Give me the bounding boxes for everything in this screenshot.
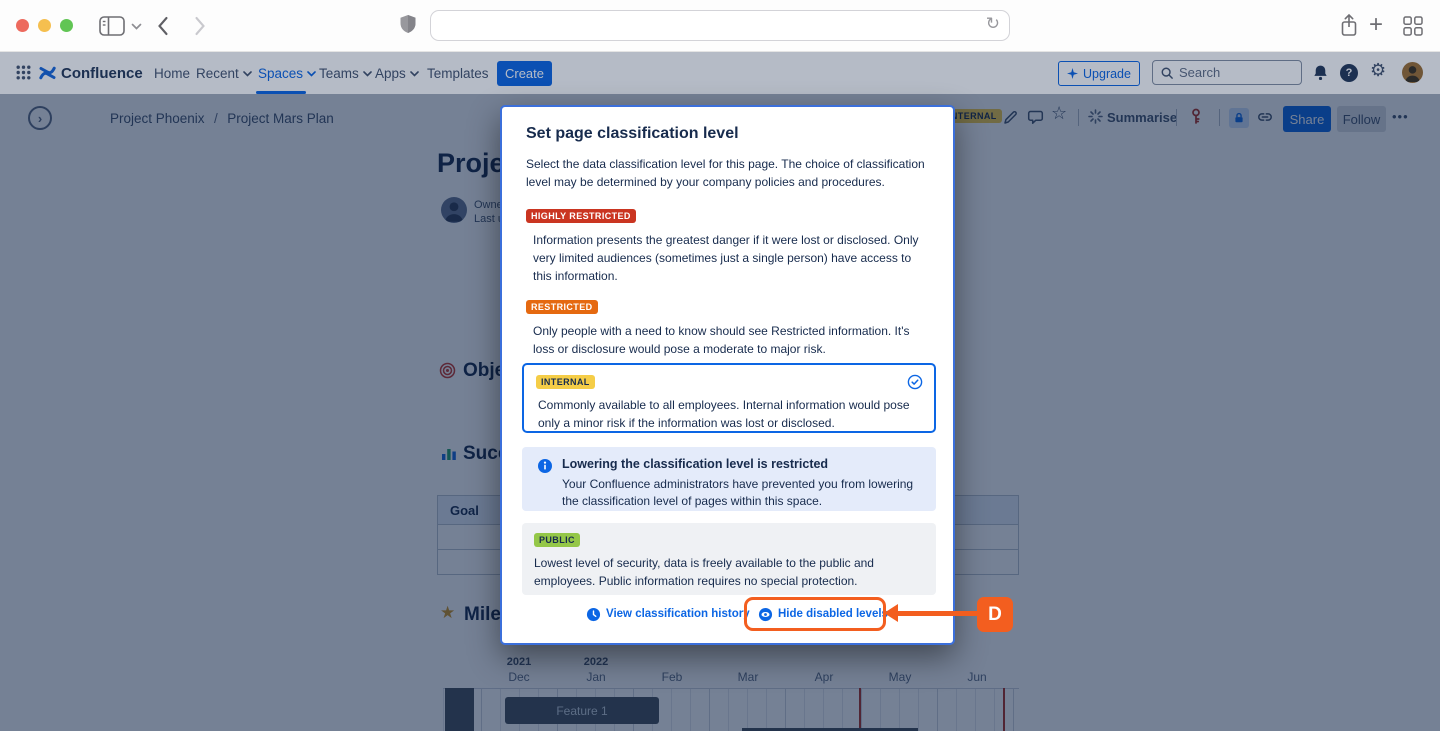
info-icon (537, 458, 553, 474)
url-bar[interactable] (430, 10, 1010, 41)
modal-overlay-nav (0, 52, 1440, 94)
confluence-wordmark[interactable]: Confluence (61, 65, 143, 82)
new-tab-button[interactable]: + (1369, 11, 1384, 38)
hide-disabled-levels-button[interactable]: Hide disabled levels (778, 608, 888, 620)
back-button[interactable] (157, 16, 169, 36)
annotation-arrow-head (884, 604, 898, 622)
level-badge-highly-restricted[interactable]: HIGHLY RESTRICTED (526, 209, 636, 223)
forward-button[interactable] (194, 16, 206, 36)
tab-overview-button[interactable] (1403, 16, 1423, 36)
upgrade-button[interactable]: Upgrade (1058, 61, 1140, 86)
sidebar-toggle-icon[interactable] (99, 16, 125, 36)
level-description: Only people with a need to know should see Restricted information. It's loss or disclosure would pose a moderate to major risk. (533, 324, 910, 356)
nav-item-apps[interactable]: Apps (375, 66, 419, 81)
info-panel-title: Lowering the classification level is restricted (562, 457, 829, 471)
create-button[interactable]: Create (497, 61, 552, 86)
check-circle-icon (907, 374, 923, 390)
classification-modal (500, 105, 955, 645)
annotation-arrow-line (897, 611, 977, 616)
level-badge-public: PUBLIC (534, 533, 580, 547)
modal-description: Select the data classification level for this page. The choice of classification level may be determined by your company policies and procedures. (526, 157, 925, 189)
nav-item-home[interactable]: Home (154, 66, 191, 81)
traffic-light-close[interactable] (16, 19, 29, 32)
nav-item-templates[interactable]: Templates (427, 66, 489, 81)
help-icon[interactable]: ? (1340, 64, 1358, 82)
url-input[interactable] (443, 15, 963, 36)
browser-chrome (0, 0, 1440, 52)
annotation-highlight-box (744, 597, 886, 631)
level-description: Information presents the greatest danger if it were lost or disclosed. Only very limited audiences (sometimes just a single person) have access to this information. (533, 233, 919, 283)
traffic-light-zoom[interactable] (60, 19, 73, 32)
nav-item-recent[interactable]: Recent (196, 66, 252, 81)
reload-icon[interactable]: ↻ (985, 14, 1000, 33)
level-description: Lowest level of security, data is freely available to the public and employees. Public information requires no special protection. (534, 556, 874, 588)
annotation-label: D (977, 597, 1013, 632)
traffic-light-minimize[interactable] (38, 19, 51, 32)
info-panel (522, 447, 936, 511)
nav-item-teams[interactable]: Teams (319, 66, 372, 81)
privacy-shield-icon[interactable] (399, 14, 417, 38)
modal-title: Set page classification level (526, 125, 739, 142)
view-classification-history-link[interactable]: View classification history (606, 608, 750, 620)
level-description: Commonly available to all employees. Internal information would pose only a minor risk if the information was lost or disclosed. (538, 398, 910, 430)
level-card-internal[interactable] (522, 363, 936, 433)
info-panel-body: Your Confluence administrators have prevented you from lowering the classification level of pages within this space. (562, 477, 914, 508)
nav-item-spaces[interactable]: Spaces (258, 66, 316, 81)
share-icon[interactable] (1339, 13, 1359, 38)
level-badge-internal: INTERNAL (536, 375, 595, 389)
level-badge-restricted[interactable]: RESTRICTED (526, 300, 598, 314)
history-clock-icon (586, 607, 601, 622)
settings-gear-icon[interactable]: ⚙ (1370, 60, 1387, 80)
window-chevron-down-icon[interactable] (131, 23, 142, 30)
level-card-public (522, 523, 936, 595)
